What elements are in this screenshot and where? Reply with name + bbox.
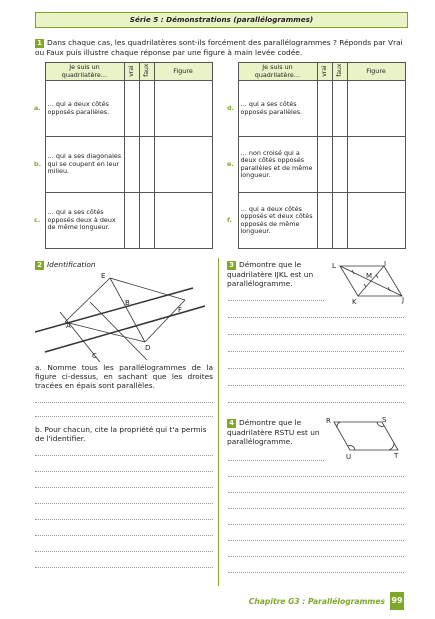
ex1-table-right — [225, 62, 406, 249]
point-C: C — [92, 352, 97, 360]
answer-line[interactable] — [35, 402, 213, 403]
faux-cell-e[interactable] — [332, 137, 347, 193]
answer-line[interactable] — [228, 508, 404, 509]
faux-cell-c[interactable] — [139, 193, 154, 249]
vrai-cell-b[interactable] — [124, 137, 139, 193]
answer-line[interactable] — [228, 317, 404, 318]
column-divider — [218, 258, 219, 586]
row-text-c: … qui a ses côtés opposés deux à deux de même longueur. — [45, 193, 124, 249]
vrai-cell-a[interactable] — [124, 81, 139, 137]
ex4-number: 4 — [227, 419, 236, 428]
answer-line[interactable] — [228, 476, 404, 477]
ex2-figure — [35, 270, 210, 362]
answer-line[interactable] — [228, 334, 404, 335]
faux-cell-b[interactable] — [139, 137, 154, 193]
ex4-statement — [227, 418, 323, 446]
point-I: I — [384, 260, 387, 268]
answer-line[interactable] — [35, 551, 213, 552]
row-letter-d: d. — [227, 103, 235, 112]
answer-line[interactable] — [228, 492, 404, 493]
point-L: L — [332, 262, 336, 270]
answer-line[interactable] — [35, 519, 213, 520]
figure-cell-e[interactable] — [347, 137, 405, 193]
ex2-heading — [35, 260, 96, 270]
ex4-figure — [322, 412, 408, 462]
vrai-cell-d[interactable] — [317, 81, 332, 137]
col-faux-header: faux — [332, 63, 347, 81]
ex1-table-left — [32, 62, 213, 249]
point-B: B — [125, 299, 130, 307]
ex2-question-b: b. Pour chacun, cite la propriété qui t'a permis de l'identifier. — [35, 425, 207, 443]
row-text-b: … qui a ses diagonales qui se coupent en leur milieu. — [45, 137, 124, 193]
row-letter-e: e. — [227, 159, 234, 168]
col-figure-header: Figure — [154, 63, 212, 81]
answer-line[interactable] — [228, 300, 324, 301]
row-letter-f: f. — [227, 215, 232, 224]
answer-line[interactable] — [228, 460, 324, 461]
point-E: E — [101, 272, 106, 280]
answer-line[interactable] — [228, 402, 404, 403]
answer-line[interactable] — [228, 556, 404, 557]
ex3-text: Démontre que le quadrilatère IJKL est un parallélogramme. — [227, 260, 314, 288]
point-S: S — [382, 416, 387, 424]
row-text-e: … non croisé qui a deux côtés opposés parallèles et de même longueur. — [238, 137, 317, 193]
point-A: A — [66, 322, 71, 330]
answer-line[interactable] — [35, 567, 213, 568]
ex3-statement — [227, 260, 323, 288]
answer-line[interactable] — [228, 368, 404, 369]
answer-line[interactable] — [35, 503, 213, 504]
figure-cell-b[interactable] — [154, 137, 212, 193]
answer-line[interactable] — [228, 385, 404, 386]
row-letter-c: c. — [34, 215, 41, 224]
point-D: D — [145, 344, 151, 352]
ex1-instructions — [35, 38, 407, 57]
vrai-cell-f[interactable] — [317, 193, 332, 249]
answer-line[interactable] — [228, 351, 404, 352]
ex2-title: Identification — [47, 260, 96, 269]
point-F: F — [178, 306, 183, 314]
ex2-number: 2 — [35, 261, 44, 270]
figure-cell-d[interactable] — [347, 81, 405, 137]
col-vrai-header: vrai — [124, 63, 139, 81]
figure-cell-f[interactable] — [347, 193, 405, 249]
vrai-cell-c[interactable] — [124, 193, 139, 249]
faux-cell-a[interactable] — [139, 81, 154, 137]
point-T: T — [394, 452, 399, 460]
chapter-footer: Chapitre G3 : Parallélogrammes — [248, 597, 385, 606]
col-quad-header: Je suis un quadrilatère… — [45, 63, 124, 81]
figure-cell-c[interactable] — [154, 193, 212, 249]
point-U: U — [346, 453, 352, 461]
answer-line[interactable] — [228, 540, 404, 541]
ex3-figure — [328, 258, 408, 306]
answer-line[interactable] — [35, 455, 213, 456]
vrai-cell-e[interactable] — [317, 137, 332, 193]
faux-cell-f[interactable] — [332, 193, 347, 249]
answer-line[interactable] — [35, 416, 213, 417]
ex2-question-a: a. Nomme tous les parallélogrammes de la figure ci-dessus, en sachant que les droites tracées en épais sont parallèles. — [35, 363, 213, 390]
row-letter-b: b. — [34, 159, 42, 168]
faux-cell-d[interactable] — [332, 81, 347, 137]
point-K: K — [352, 298, 357, 306]
figure-cell-a[interactable] — [154, 81, 212, 137]
answer-line[interactable] — [35, 535, 213, 536]
ex4-text: Démontre que le quadrilatère RSTU est un parallélogramme. — [227, 418, 320, 446]
row-text-d: … qui a ses côtés opposés parallèles. — [238, 81, 317, 137]
answer-line[interactable] — [228, 524, 404, 525]
ex1-instructions-text: Dans chaque cas, les quadrilatères sont-ils forcément des parallélogrammes ? Réponds par Vrai ou Faux puis illustre chaque réponse par une figure à main levée codée. — [35, 38, 403, 57]
col-vrai-header: vrai — [317, 63, 332, 81]
ex1-number: 1 — [35, 39, 44, 48]
serie-title: Série 5 : Démonstrations (parallélogrammes) — [35, 12, 408, 28]
col-figure-header: Figure — [347, 63, 405, 81]
answer-line[interactable] — [228, 572, 404, 573]
row-text-f: … qui a deux côtés opposés et deux côtés opposés de même longueur. — [238, 193, 317, 249]
answer-line[interactable] — [35, 487, 213, 488]
col-quad-header: Je suis un quadrilatère… — [238, 63, 317, 81]
row-letter-a: a. — [34, 103, 41, 112]
page-number: 99 — [390, 592, 404, 610]
point-J: J — [402, 296, 405, 304]
row-text-a: … qui a deux côtés opposés parallèles. — [45, 81, 124, 137]
point-R: R — [326, 417, 331, 425]
point-M: M — [366, 272, 373, 280]
answer-line[interactable] — [35, 471, 213, 472]
ex3-number: 3 — [227, 261, 236, 270]
col-faux-header: faux — [139, 63, 154, 81]
